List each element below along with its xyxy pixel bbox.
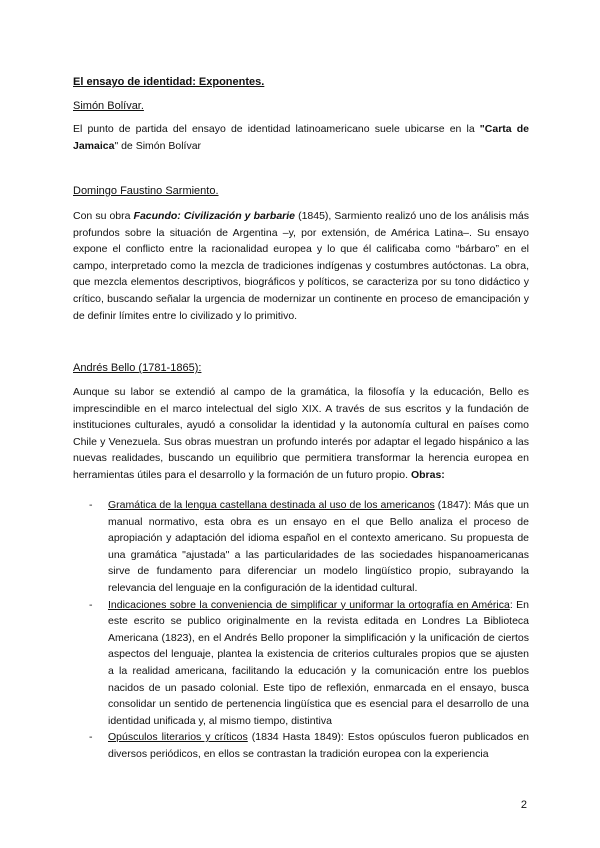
list-item [73, 729, 529, 762]
list-item [73, 597, 529, 730]
work-title: Gramática de la lengua castellana destinada al uso de los americanos [108, 499, 435, 511]
list-dash: - [89, 731, 93, 744]
bello-works-list [73, 497, 529, 763]
work-description: (1847): Más que un manual normativo, esta obra es un ensayo en el que Bello analiza el proceso de apropiación y adaptación del idioma español en el contexto americano. Su propuesta de una gramática "ajustada" a las particularidades de las sociedades hispanoamericanas sirve de fundamento para diferenciar un modelo lingüístico propio, subrayando la relevancia del lenguaje en la configuración de la identidad cultural. [108, 499, 529, 594]
paragraph-sarmiento [73, 208, 529, 324]
heading-bolivar: Simón Bolívar. [73, 100, 144, 112]
bolivar-text-after: " de Simón Bolívar [114, 139, 202, 152]
work-description: : En este escrito se publico originalmente en la revista editada en Londres La Biblioteca Americana (1823), en el Andrés Bello proponer la simplificación y la unificación de ciertos aspectos del lenguaje, plantea la existencia de criterios culturales propios que se ajusten a la realidad americana, facilitando la educación y la comunicación entre los pueblos nacidos de un pasado colonial. Este tipo de reflexión, enmarcada en el ensayo, busca consolidar un sentido de pertenencia lingüística que es esencial para el desarrollo de una identidad unificada y, al mismo tiempo, distintiva [108, 598, 529, 727]
bello-text: Aunque su labor se extendió al campo de la gramática, la filosofía y la educación, Bello es imprescindible en el marco intelectual del siglo XIX. A través de sus escritos y la fundación de instituciones culturales, ayudó a consolidar la identidad y la autonomía cultural en países como Chile y Venezuela. Sus obras muestran un profundo interés por adaptar el legado hispánico a las nuevas realidades, buscando un equilibrio que permitiera transformar la herencia europea en herramientas útiles para el desarrollo y la formación de un futuro propio. [73, 386, 529, 481]
bolivar-work-title: "Carta de Jamaica [73, 123, 529, 152]
work-description: (1834 Hasta 1849): Estos opúsculos fueron publicados en diversos periódicos, en ellos se contrastan la tradición europea con la experiencia [108, 731, 529, 760]
list-dash: - [89, 499, 93, 511]
sarmiento-work-title: Facundo: Civilización y barbarie [133, 210, 296, 222]
list-item [73, 497, 529, 597]
sarmiento-text-before: Con su obra [73, 210, 134, 222]
work-title: Opúsculos literarios y críticos [108, 731, 248, 744]
heading-sarmiento: Domingo Faustino Sarmiento. [73, 185, 219, 197]
paragraph-bello [73, 384, 529, 484]
bolivar-text-before: El punto de partida del ensayo de identidad latinoamericano suele ubicarse en la [73, 123, 480, 135]
bello-works-label: Obras: [410, 468, 445, 481]
document-title: El ensayo de identidad: Exponentes. [73, 76, 265, 88]
list-dash: - [89, 598, 93, 611]
work-title: Indicaciones sobre la conveniencia de simplificar y uniformar la ortografía en América [108, 598, 510, 611]
paragraph-bolivar [73, 121, 529, 154]
sarmiento-text-after: (1845), Sarmiento realizó uno de los análisis más profundos sobre la situación de Argentina –y, por extensión, de América Latina–. Su ensayo expone el conflicto entre la racionalidad europea y lo que él calificaba como “bárbaro” en el campo, interpretado como la mezcla de tradiciones indígenas y costumbres autóctonas. La obra, que mezcla elementos descriptivos, biográficos y políticos, se caracteriza por su tono didáctico y crítico, buscando señalar la urgencia de modernizar un continente en proceso de emancipación y de definir límites entre lo civilizado y lo primitivo. [73, 210, 529, 322]
page-number: 2 [520, 799, 527, 811]
heading-bello: Andrés Bello (1781-1865): [73, 362, 202, 374]
